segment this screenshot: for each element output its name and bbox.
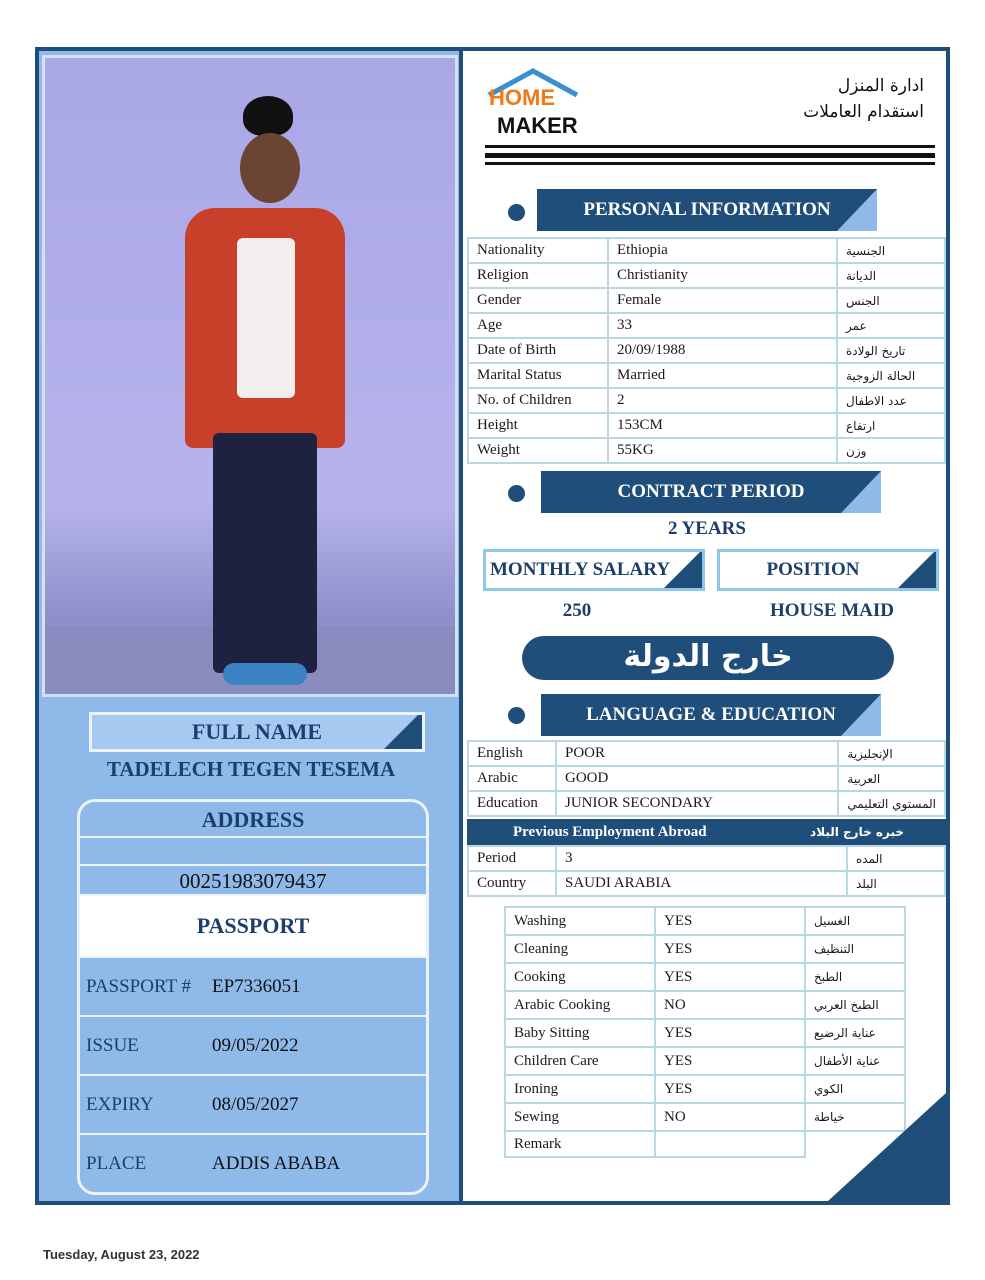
corner-triangle-icon <box>384 712 422 749</box>
arabic-title-line1: ادارة المنزل <box>837 76 924 96</box>
row-label: No. of Children <box>468 388 608 413</box>
row-label: Weight <box>468 438 608 463</box>
skill-label: Children Care <box>505 1047 655 1075</box>
salary-value: 250 <box>562 600 592 621</box>
table-row <box>468 846 945 871</box>
table-row <box>468 388 945 413</box>
table-row <box>468 288 945 313</box>
row-value: 33 <box>608 313 837 338</box>
row-value: 2 <box>608 388 837 413</box>
row-label: Religion <box>468 263 608 288</box>
row-label: Nationality <box>468 238 608 263</box>
row-label: Marital Status <box>468 363 608 388</box>
table-row <box>468 766 945 791</box>
logo-home-text: HOME <box>489 85 555 110</box>
candidate-photo <box>42 55 458 697</box>
skill-value: NO <box>655 991 805 1019</box>
row-value: JUNIOR SECONDARY <box>556 791 838 816</box>
passport-row <box>80 1015 426 1074</box>
skill-value: NO <box>655 1103 805 1131</box>
row-label: Education <box>468 791 556 816</box>
row-label: Period <box>468 846 556 871</box>
passport-row-value: ADDIS ABABA <box>212 1152 341 1174</box>
row-arabic: المستوي التعليمي <box>838 791 945 816</box>
personal-info-header <box>537 189 877 231</box>
arabic-agency-title <box>803 73 924 125</box>
skill-arabic: الطبخ العربي <box>805 991 905 1019</box>
bullet-dot-icon <box>508 485 525 502</box>
abroad-badge: خارج الدولة <box>522 636 894 680</box>
contract-period-title: CONTRACT PERIOD <box>617 481 805 502</box>
address-label: ADDRESS <box>80 802 426 838</box>
footer-date: Tuesday, August 23, 2022 <box>43 1247 200 1262</box>
table-row <box>468 363 945 388</box>
row-arabic: الجنسية <box>837 238 945 263</box>
skill-label: Cooking <box>505 963 655 991</box>
row-label: Country <box>468 871 556 896</box>
row-value: 153CM <box>608 413 837 438</box>
skill-arabic: الغسيل <box>805 907 905 935</box>
bullet-dot-icon <box>508 707 525 724</box>
remark-value <box>655 1131 805 1157</box>
previous-employment-title-ar: خبره خارج البلاد <box>810 825 904 839</box>
passport-row-value: 08/05/2027 <box>212 1093 299 1115</box>
passport-row-label: EXPIRY <box>86 1093 154 1115</box>
passport-row-label: PASSPORT # <box>86 975 192 997</box>
full-name-label: FULL NAME <box>191 719 323 744</box>
passport-row <box>80 1074 426 1133</box>
cv-frame <box>35 47 950 1205</box>
skill-value: YES <box>655 1075 805 1103</box>
right-panel <box>467 51 946 1201</box>
table-row <box>505 991 905 1019</box>
skill-label: Washing <box>505 907 655 935</box>
arabic-title-line2: استقدام العاملات <box>803 102 924 122</box>
corner-triangle-icon <box>841 471 881 513</box>
language-education-title: LANGUAGE & EDUCATION <box>586 704 836 725</box>
head-shape <box>240 133 300 203</box>
corner-triangle-icon <box>828 1093 946 1201</box>
skill-value: YES <box>655 907 805 935</box>
row-value: Ethiopia <box>608 238 837 263</box>
row-value: POOR <box>556 741 838 766</box>
full-name-value: TADELECH TEGEN TESEMA <box>106 757 396 781</box>
passport-row-label: ISSUE <box>86 1034 139 1056</box>
skill-arabic: التنظيف <box>805 935 905 963</box>
row-arabic: البلد <box>847 871 945 896</box>
skill-label: Ironing <box>505 1075 655 1103</box>
contract-period-value: 2 YEARS <box>668 518 746 539</box>
row-arabic: الحالة الزوجية <box>837 363 945 388</box>
table-row <box>468 741 945 766</box>
skill-value: YES <box>655 963 805 991</box>
table-row <box>468 263 945 288</box>
row-value: 3 <box>556 846 847 871</box>
row-arabic: عدد الاطفال <box>837 388 945 413</box>
left-panel <box>39 51 463 1201</box>
row-value: Christianity <box>608 263 837 288</box>
address-phone: 00251983079437 <box>80 866 426 896</box>
skill-arabic: عناية الأطفال <box>805 1047 905 1075</box>
table-row <box>468 438 945 463</box>
row-label: Arabic <box>468 766 556 791</box>
row-arabic: ارتفاع <box>837 413 945 438</box>
skill-arabic: خياطة <box>805 1103 905 1131</box>
corner-triangle-icon <box>841 694 881 736</box>
hair-shape <box>243 96 293 136</box>
row-value: SAUDI ARABIA <box>556 871 847 896</box>
personal-info-title: PERSONAL INFORMATION <box>583 199 831 220</box>
row-arabic: تاريخ الولادة <box>837 338 945 363</box>
remark-label: Remark <box>505 1131 655 1157</box>
language-education-header <box>541 694 881 736</box>
language-table <box>467 740 946 817</box>
skill-value: YES <box>655 1019 805 1047</box>
corner-triangle-icon <box>664 550 702 588</box>
skill-arabic: عناية الرضيع <box>805 1019 905 1047</box>
row-value: Married <box>608 363 837 388</box>
table-row <box>468 238 945 263</box>
previous-employment-title: Previous Employment Abroad <box>513 824 707 840</box>
personal-info-table <box>467 237 946 464</box>
row-value: GOOD <box>556 766 838 791</box>
corner-triangle-icon <box>837 189 877 231</box>
table-row <box>505 963 905 991</box>
monthly-salary-box <box>483 549 705 591</box>
table-row <box>468 313 945 338</box>
address-passport-card <box>77 799 429 1195</box>
row-label: English <box>468 741 556 766</box>
shirt-shape <box>237 238 295 398</box>
row-arabic: الإنجليزية <box>838 741 945 766</box>
row-arabic: المده <box>847 846 945 871</box>
contract-period-header <box>541 471 881 513</box>
passport-row-value: 09/05/2022 <box>212 1034 299 1056</box>
person-figure <box>185 88 345 688</box>
skill-arabic: الطبخ <box>805 963 905 991</box>
row-label: Age <box>468 313 608 338</box>
table-row <box>468 871 945 896</box>
row-arabic: وزن <box>837 438 945 463</box>
passport-row <box>80 1133 426 1192</box>
skill-label: Arabic Cooking <box>505 991 655 1019</box>
row-label: Date of Birth <box>468 338 608 363</box>
row-value: 20/09/1988 <box>608 338 837 363</box>
table-row <box>505 907 905 935</box>
bullet-dot-icon <box>508 204 525 221</box>
logo-maker-text: MAKER <box>497 113 578 138</box>
table-row <box>468 338 945 363</box>
position-box <box>717 549 939 591</box>
table-row <box>468 791 945 816</box>
legs-shape <box>213 433 317 673</box>
passport-title: PASSPORT <box>80 896 426 956</box>
row-arabic: الديانة <box>837 263 945 288</box>
full-name-label-box <box>89 712 425 752</box>
position-value: HOUSE MAID <box>769 600 895 621</box>
address-blank-row <box>80 838 426 866</box>
row-value: Female <box>608 288 837 313</box>
table-row <box>468 413 945 438</box>
table-row <box>505 1047 905 1075</box>
header-logo-area <box>467 51 946 183</box>
table-row <box>505 1019 905 1047</box>
passport-row-label: PLACE <box>86 1152 147 1174</box>
table-row <box>505 935 905 963</box>
feet-shape <box>223 663 307 685</box>
position-label: POSITION <box>766 559 860 580</box>
row-arabic: عمر <box>837 313 945 338</box>
skill-arabic: الكوي <box>805 1075 905 1103</box>
row-arabic: الجنس <box>837 288 945 313</box>
skill-label: Baby Sitting <box>505 1019 655 1047</box>
corner-triangle-icon <box>898 550 936 588</box>
skill-label: Sewing <box>505 1103 655 1131</box>
skill-label: Cleaning <box>505 935 655 963</box>
monthly-salary-label: MONTHLY SALARY <box>490 559 671 580</box>
skill-value: YES <box>655 1047 805 1075</box>
header-divider <box>485 145 935 165</box>
row-value: 55KG <box>608 438 837 463</box>
skill-value: YES <box>655 935 805 963</box>
row-arabic: العربية <box>838 766 945 791</box>
row-label: Height <box>468 413 608 438</box>
passport-row-value: EP7336051 <box>212 975 301 997</box>
passport-row <box>80 956 426 1015</box>
previous-employment-table <box>467 845 946 897</box>
row-label: Gender <box>468 288 608 313</box>
previous-employment-header <box>467 819 946 845</box>
